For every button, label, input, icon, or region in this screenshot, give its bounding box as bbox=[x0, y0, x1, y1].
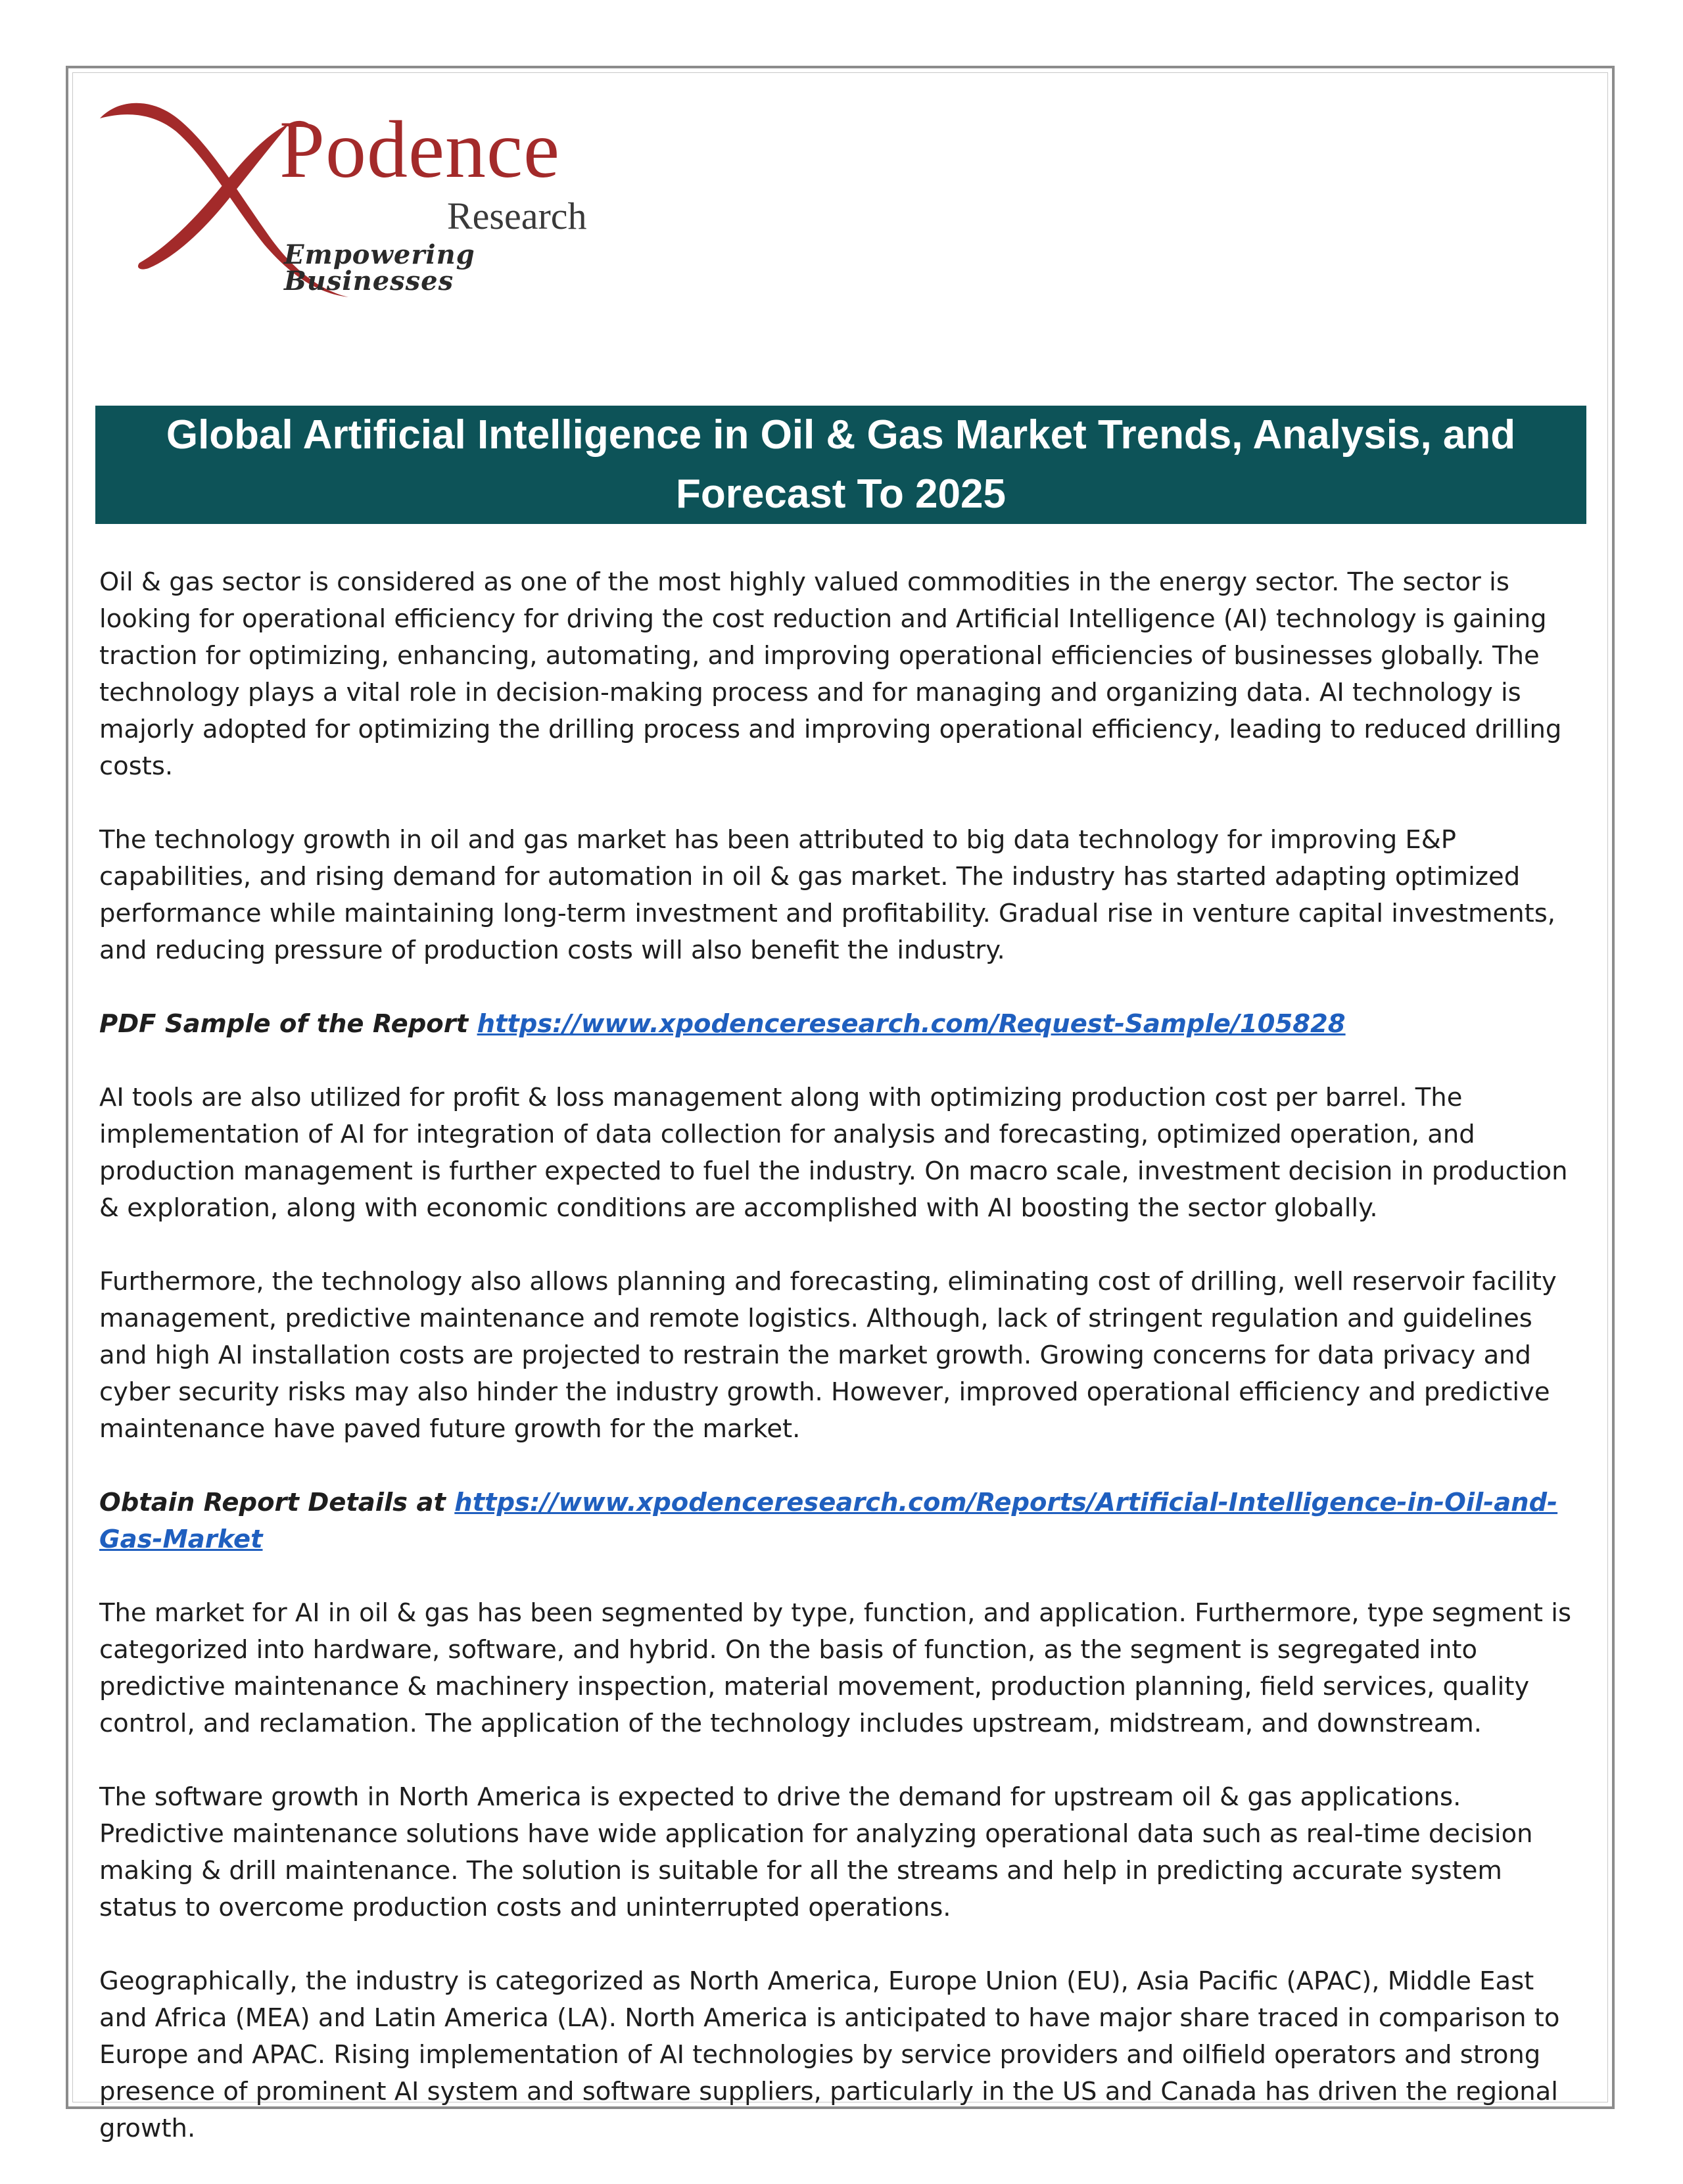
sample-link[interactable]: https://www.xpodenceresearch.com/Request-Sample/105828 bbox=[477, 1009, 1346, 1039]
paragraph-software: The software growth in North America is expected to drive the demand for upstream oil & gas applications. Predictive maintenance solutions have wide application for analyzing operational data such as real-time decision making & drill maintenance. The solution is suitable for all the streams and help in predicting accurate system status to overcome production costs and uninterrupted operations. bbox=[99, 1782, 1533, 1922]
paragraph-planning: Furthermore, the technology also allows planning and forecasting, eliminating cost of drilling, well reservoir facility management, predictive maintenance and remote logistics. Although, lack of stringent regulation and guidelines and high AI installation costs are projected to restrain the market growth. Growing concerns for data privacy and cyber security risks may also hinder the industry growth. However, improved operational efficiency and predictive maintenance have paved future growth for the market. bbox=[99, 1267, 1557, 1444]
sample-link-label: PDF Sample of the Report bbox=[99, 1009, 469, 1039]
page-title-line-1: Global Artificial Intelligence in Oil & Gas Market Trends, Analysis, and bbox=[166, 412, 1516, 458]
article-body bbox=[99, 564, 1586, 2184]
paragraph-segmentation: The market for AI in oil & gas has been segmented by type, function, and application. Furthermore, type segment is categorized into hardware, software, and hybrid. On the basis of function, as the segment is segregated into predictive maintenance & machinery inspection, material movement, production planning, field services, quality control, and reclamation. The application of the technology includes upstream, midstream, and downstream. bbox=[99, 1598, 1572, 1738]
company-logo bbox=[92, 92, 618, 309]
details-link[interactable]: https://www.xpodenceresearch.com/Reports/Artificial-Intelligence-in-Oil-and-Gas-Market bbox=[99, 1488, 1558, 1554]
details-link-line bbox=[99, 1484, 1586, 1558]
logo-tagline: Empowering Businesses bbox=[284, 239, 475, 297]
paragraph-intro: Oil & gas sector is considered as one of the most highly valued commodities in the energy sector. The sector is looking for operational efficiency for driving the cost reduction and Artificial Intelligence (AI) technology is gaining traction for optimizing, enhancing, automating, and improving operational efficiencies of businesses globally. The technology plays a vital role in decision-making process and for managing and organizing data. AI technology is majorly adopted for optimizing the drilling process and improving operational efficiency, leading to reduced drilling costs. bbox=[99, 567, 1562, 781]
page-title bbox=[166, 406, 1515, 524]
paragraph-growth: The technology growth in oil and gas market has been attributed to big data technology for improving E&P capabilities, and rising demand for automation in oil & gas market. The industry has started adapting optimized performance while maintaining long-term investment and profitability. Gradual rise in venture capital investments, and reducing pressure of production costs will also benefit the industry. bbox=[99, 825, 1556, 965]
page-title-line-2: Forecast To 2025 bbox=[676, 471, 1006, 517]
paragraph-ai-tools: AI tools are also utilized for profit & loss management along with optimizing production cost per barrel. The implementation of AI for integration of data collection for analysis and forecasting, optimized operation, and production management is further expected to fuel the industry. On macro scale, investment decision in production & exploration, along with economic conditions are accomplished with AI boosting the sector globally. bbox=[99, 1083, 1568, 1223]
title-banner bbox=[95, 406, 1586, 524]
paragraph-geography: Geographically, the industry is categorized as North America, Europe Union (EU), Asia Pacific (APAC), Middle East and Africa (MEA) and Latin America (LA). North America is anticipated to have major share traced in comparison to Europe and APAC. Rising implementation of AI technologies by service providers and oilfield operators and strong presence of prominent AI system and software suppliers, particularly in the US and Canada has driven the regional growth. bbox=[99, 1966, 1560, 2143]
logo-name: Podence bbox=[279, 105, 561, 195]
sample-link-line bbox=[99, 1006, 1586, 1043]
details-link-label: Obtain Report Details at bbox=[99, 1488, 446, 1517]
logo-subtitle: Research bbox=[447, 195, 587, 237]
